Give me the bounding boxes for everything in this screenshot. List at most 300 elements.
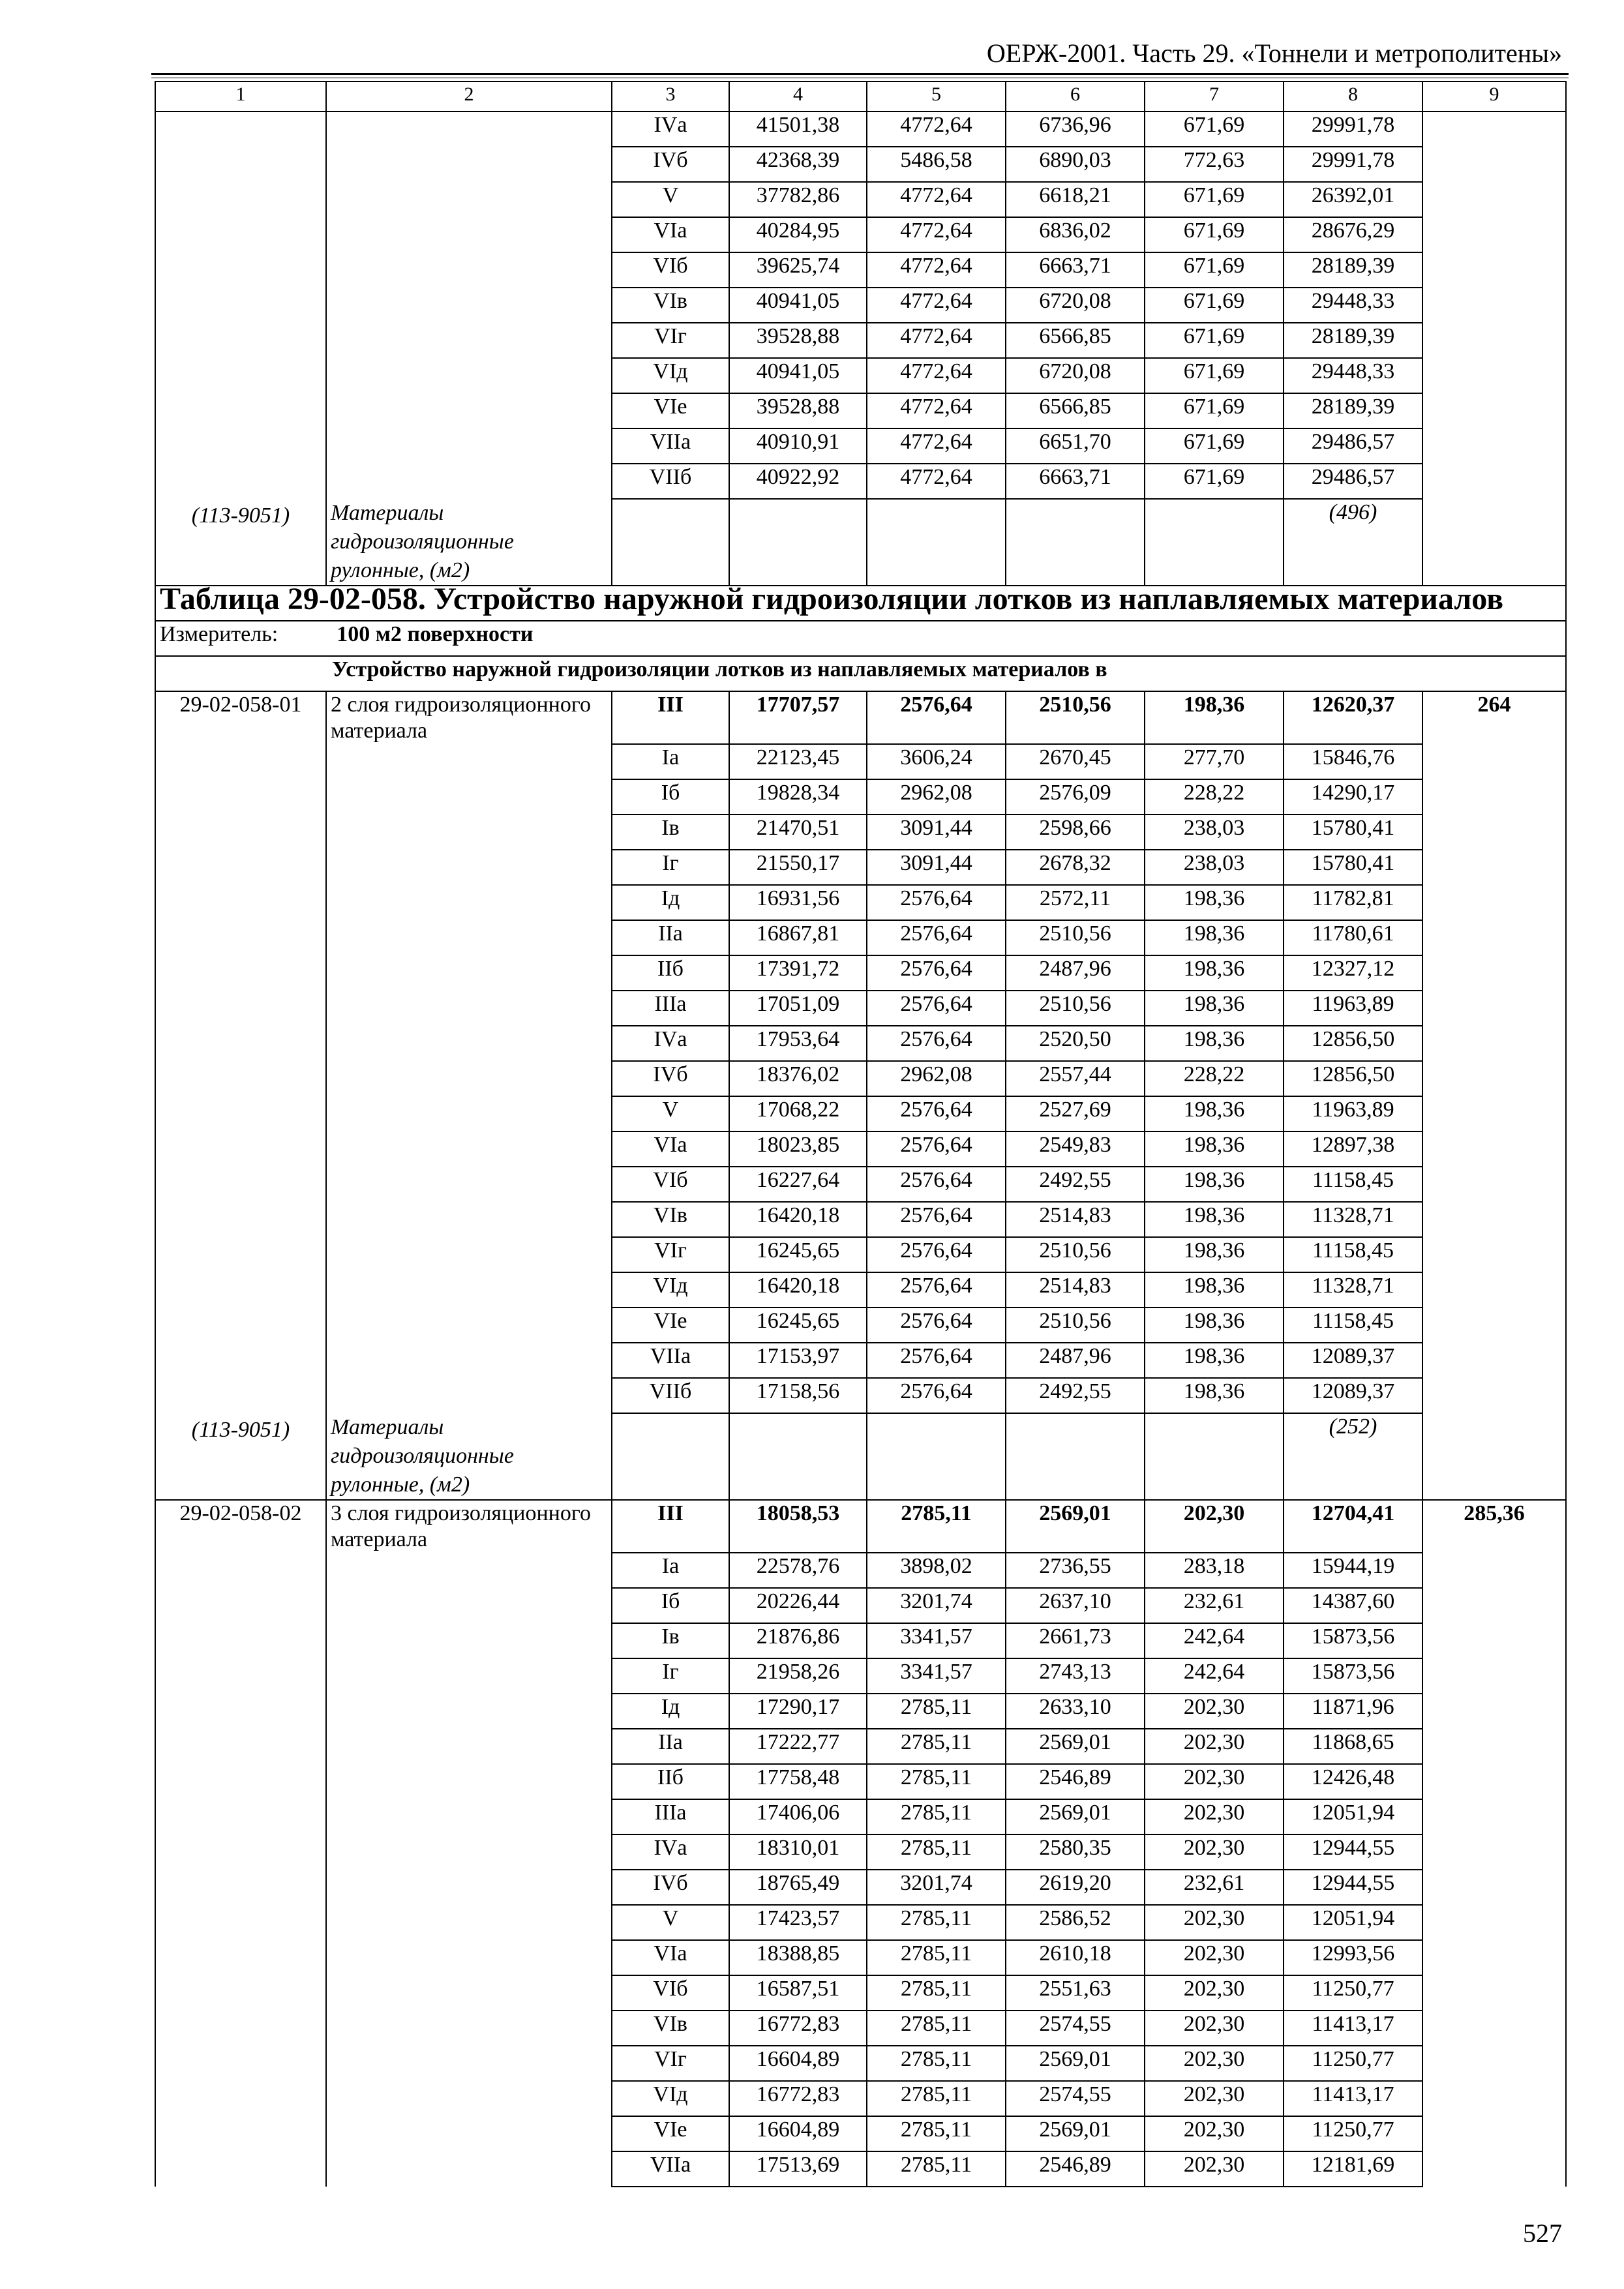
table-cell bbox=[1422, 1588, 1566, 1623]
value-cell: 11413,17 bbox=[1284, 2081, 1422, 2116]
table-row bbox=[155, 850, 1566, 885]
table-cell bbox=[1422, 850, 1566, 885]
value-cell: 17051,09 bbox=[729, 991, 867, 1026]
table-cell bbox=[867, 1413, 1006, 1500]
table-row bbox=[155, 1378, 1566, 1413]
table-row bbox=[155, 217, 1566, 252]
table-row bbox=[155, 358, 1566, 393]
measure-unit bbox=[155, 621, 1566, 656]
table-cell bbox=[326, 815, 612, 850]
table-row bbox=[155, 1729, 1566, 1764]
column-number-row bbox=[155, 82, 1566, 112]
table-cell bbox=[155, 1167, 326, 1202]
value-cell: 2546,89 bbox=[1006, 1764, 1145, 1799]
value-cell: 3091,44 bbox=[867, 815, 1006, 850]
value-cell: 17068,22 bbox=[729, 1096, 867, 1131]
value-cell: 277,70 bbox=[1145, 744, 1284, 779]
table-cell bbox=[155, 464, 326, 499]
value-cell: 202,30 bbox=[1145, 1764, 1284, 1799]
table-cell bbox=[155, 1764, 326, 1799]
table-row bbox=[155, 1237, 1566, 1272]
value-cell: 671,69 bbox=[1145, 252, 1284, 288]
table-cell bbox=[1422, 1799, 1566, 1834]
table-row bbox=[155, 1500, 1566, 1553]
material-row bbox=[155, 1413, 1566, 1500]
zone-cell: IVа bbox=[612, 1026, 729, 1061]
value-cell: 2785,11 bbox=[867, 1500, 1006, 1553]
material-row bbox=[155, 499, 1566, 586]
table-cell bbox=[155, 217, 326, 252]
table-row bbox=[155, 779, 1566, 815]
table-cell bbox=[326, 2151, 612, 2187]
value-cell: 28189,39 bbox=[1284, 252, 1422, 288]
table-cell bbox=[155, 2151, 326, 2187]
zone-cell: VIа bbox=[612, 1131, 729, 1167]
value-cell: 202,30 bbox=[1145, 2151, 1284, 2187]
table-cell bbox=[326, 1834, 612, 1870]
table-cell bbox=[155, 1905, 326, 1940]
value-cell: 11250,77 bbox=[1284, 2046, 1422, 2081]
value-cell: 37782,86 bbox=[729, 182, 867, 217]
value-cell: 228,22 bbox=[1145, 779, 1284, 815]
table-cell bbox=[1422, 1834, 1566, 1870]
value-cell: 18023,85 bbox=[729, 1131, 867, 1167]
table-cell bbox=[326, 1905, 612, 1940]
material-qty: (252) bbox=[1284, 1413, 1422, 1500]
value-cell: 671,69 bbox=[1145, 428, 1284, 464]
zone-cell: VIд bbox=[612, 1272, 729, 1308]
value-cell: 21470,51 bbox=[729, 815, 867, 850]
value-cell: 16245,65 bbox=[729, 1308, 867, 1343]
table-cell bbox=[1422, 2011, 1566, 2046]
zone-cell: VIIа bbox=[612, 428, 729, 464]
value-cell: 2569,01 bbox=[1006, 1729, 1145, 1764]
section-title: Устройство наружной гидроизоляции лотков из наплавляемых материалов в bbox=[155, 656, 1566, 691]
column-number: 9 bbox=[1422, 82, 1566, 112]
table-row bbox=[155, 1694, 1566, 1729]
table-row bbox=[155, 1870, 1566, 1905]
zone-cell: III bbox=[612, 1500, 729, 1553]
value-cell: 232,61 bbox=[1145, 1588, 1284, 1623]
value-cell: 12944,55 bbox=[1284, 1834, 1422, 1870]
labor-cost: 285,36 bbox=[1422, 1500, 1566, 1553]
table-cell bbox=[326, 1623, 612, 1658]
zone-cell: IIб bbox=[612, 955, 729, 991]
table-cell bbox=[155, 1272, 326, 1308]
table-row bbox=[155, 1553, 1566, 1588]
table-cell bbox=[1422, 1870, 1566, 1905]
material-qty: (496) bbox=[1284, 499, 1422, 586]
value-cell: 16604,89 bbox=[729, 2116, 867, 2151]
value-cell: 2576,64 bbox=[867, 1131, 1006, 1167]
value-cell: 202,30 bbox=[1145, 2011, 1284, 2046]
value-cell: 29991,78 bbox=[1284, 112, 1422, 147]
column-number: 4 bbox=[729, 82, 867, 112]
value-cell: 28676,29 bbox=[1284, 217, 1422, 252]
table-cell bbox=[155, 1975, 326, 2011]
value-cell: 671,69 bbox=[1145, 393, 1284, 428]
value-cell: 198,36 bbox=[1145, 1343, 1284, 1378]
value-cell: 17423,57 bbox=[729, 1905, 867, 1940]
column-number: 1 bbox=[155, 82, 326, 112]
value-cell: 16420,18 bbox=[729, 1202, 867, 1237]
table-cell bbox=[155, 850, 326, 885]
zone-cell: IIIа bbox=[612, 991, 729, 1026]
value-cell: 2514,83 bbox=[1006, 1272, 1145, 1308]
value-cell: 21958,26 bbox=[729, 1658, 867, 1694]
value-cell: 6890,03 bbox=[1006, 147, 1145, 182]
value-cell: 198,36 bbox=[1145, 955, 1284, 991]
table-cell bbox=[1422, 217, 1566, 252]
measure-label: Измеритель: bbox=[160, 622, 278, 646]
value-cell: 3898,02 bbox=[867, 1553, 1006, 1588]
table-title: Таблица 29-02-058. Устройство наружной гидроизоляции лотков из наплавляемых материалов bbox=[155, 586, 1566, 621]
zone-cell: V bbox=[612, 1905, 729, 1940]
table-cell bbox=[155, 1623, 326, 1658]
table-cell bbox=[1422, 1940, 1566, 1975]
value-cell: 16867,81 bbox=[729, 920, 867, 955]
table-row bbox=[155, 1623, 1566, 1658]
value-cell: 202,30 bbox=[1145, 2116, 1284, 2151]
table-cell bbox=[1422, 1975, 1566, 2011]
table-cell bbox=[326, 147, 612, 182]
value-cell: 2576,64 bbox=[867, 1308, 1006, 1343]
value-cell: 12993,56 bbox=[1284, 1940, 1422, 1975]
table-cell bbox=[1422, 1623, 1566, 1658]
value-cell: 5486,58 bbox=[867, 147, 1006, 182]
table-cell bbox=[155, 2011, 326, 2046]
zone-cell: VIв bbox=[612, 2011, 729, 2046]
table-cell bbox=[326, 1026, 612, 1061]
table-cell bbox=[1422, 1167, 1566, 1202]
table-cell bbox=[326, 2046, 612, 2081]
table-cell bbox=[155, 1940, 326, 1975]
value-cell: 2785,11 bbox=[867, 1905, 1006, 1940]
value-cell: 3341,57 bbox=[867, 1658, 1006, 1694]
value-cell: 16931,56 bbox=[729, 885, 867, 920]
table-row bbox=[155, 428, 1566, 464]
table-row bbox=[155, 323, 1566, 358]
value-cell: 671,69 bbox=[1145, 288, 1284, 323]
value-cell: 2527,69 bbox=[1006, 1096, 1145, 1131]
table-cell bbox=[1422, 393, 1566, 428]
table-cell bbox=[1145, 1413, 1284, 1500]
value-cell: 11963,89 bbox=[1284, 1096, 1422, 1131]
value-cell: 4772,64 bbox=[867, 428, 1006, 464]
value-cell: 6720,08 bbox=[1006, 358, 1145, 393]
value-cell: 12426,48 bbox=[1284, 1764, 1422, 1799]
value-cell: 2576,64 bbox=[867, 691, 1006, 744]
value-cell: 2487,96 bbox=[1006, 1343, 1145, 1378]
table-cell bbox=[326, 1272, 612, 1308]
value-cell: 18058,53 bbox=[729, 1500, 867, 1553]
value-cell: 2551,63 bbox=[1006, 1975, 1145, 2011]
value-cell: 2576,64 bbox=[867, 991, 1006, 1026]
value-cell: 202,30 bbox=[1145, 1694, 1284, 1729]
zone-cell: Iд bbox=[612, 885, 729, 920]
table-cell bbox=[729, 499, 867, 586]
table-row bbox=[155, 955, 1566, 991]
value-cell: 2586,52 bbox=[1006, 1905, 1145, 1940]
table-row bbox=[155, 112, 1566, 147]
value-cell: 202,30 bbox=[1145, 1799, 1284, 1834]
table-cell bbox=[1006, 499, 1145, 586]
rates-table bbox=[155, 81, 1567, 2187]
value-cell: 4772,64 bbox=[867, 288, 1006, 323]
table-row bbox=[155, 815, 1566, 850]
table-cell bbox=[1422, 779, 1566, 815]
value-cell: 40922,92 bbox=[729, 464, 867, 499]
value-cell: 21550,17 bbox=[729, 850, 867, 885]
value-cell: 12051,94 bbox=[1284, 1799, 1422, 1834]
value-cell: 2637,10 bbox=[1006, 1588, 1145, 1623]
zone-cell: VIа bbox=[612, 217, 729, 252]
value-cell: 2510,56 bbox=[1006, 691, 1145, 744]
table-row bbox=[155, 2116, 1566, 2151]
value-cell: 12704,41 bbox=[1284, 1500, 1422, 1553]
value-cell: 17290,17 bbox=[729, 1694, 867, 1729]
table-cell bbox=[155, 2081, 326, 2116]
table-cell bbox=[155, 779, 326, 815]
value-cell: 671,69 bbox=[1145, 323, 1284, 358]
table-row bbox=[155, 1764, 1566, 1799]
table-row bbox=[155, 1940, 1566, 1975]
table-cell bbox=[1422, 1308, 1566, 1343]
table-row bbox=[155, 464, 1566, 499]
value-cell: 18765,49 bbox=[729, 1870, 867, 1905]
value-cell: 2492,55 bbox=[1006, 1167, 1145, 1202]
table-row bbox=[155, 2046, 1566, 2081]
value-cell: 29448,33 bbox=[1284, 358, 1422, 393]
table-cell bbox=[1422, 955, 1566, 991]
value-cell: 202,30 bbox=[1145, 1905, 1284, 1940]
entry-name: 3 слоя гидроизоляционного материала bbox=[326, 1500, 612, 1553]
table-cell bbox=[729, 1413, 867, 1500]
value-cell: 17391,72 bbox=[729, 955, 867, 991]
value-cell: 2743,13 bbox=[1006, 1658, 1145, 1694]
value-cell: 6651,70 bbox=[1006, 428, 1145, 464]
value-cell: 39528,88 bbox=[729, 323, 867, 358]
value-cell: 2569,01 bbox=[1006, 1500, 1145, 1553]
table-cell bbox=[326, 1167, 612, 1202]
value-cell: 198,36 bbox=[1145, 1308, 1284, 1343]
value-cell: 2576,64 bbox=[867, 1378, 1006, 1413]
value-cell: 6566,85 bbox=[1006, 323, 1145, 358]
table-cell bbox=[1422, 1729, 1566, 1764]
value-cell: 2546,89 bbox=[1006, 2151, 1145, 2187]
table-cell bbox=[1422, 1413, 1566, 1500]
zone-cell: IVб bbox=[612, 1870, 729, 1905]
table-row bbox=[155, 885, 1566, 920]
table-row bbox=[155, 991, 1566, 1026]
table-cell bbox=[612, 499, 729, 586]
zone-cell: VIб bbox=[612, 1167, 729, 1202]
value-cell: 671,69 bbox=[1145, 182, 1284, 217]
column-number: 8 bbox=[1284, 82, 1422, 112]
value-cell: 12620,37 bbox=[1284, 691, 1422, 744]
table-cell bbox=[326, 1308, 612, 1343]
value-cell: 202,30 bbox=[1145, 2046, 1284, 2081]
value-cell: 671,69 bbox=[1145, 112, 1284, 147]
value-cell: 11158,45 bbox=[1284, 1308, 1422, 1343]
value-cell: 16227,64 bbox=[729, 1167, 867, 1202]
value-cell: 17153,97 bbox=[729, 1343, 867, 1378]
zone-cell: VIе bbox=[612, 2116, 729, 2151]
table-row bbox=[155, 1343, 1566, 1378]
value-cell: 198,36 bbox=[1145, 920, 1284, 955]
value-cell: 6663,71 bbox=[1006, 252, 1145, 288]
value-cell: 2785,11 bbox=[867, 2011, 1006, 2046]
table-cell bbox=[326, 112, 612, 147]
table-row bbox=[155, 252, 1566, 288]
material-code: (113-9051) bbox=[155, 499, 326, 586]
zone-cell: VIе bbox=[612, 393, 729, 428]
table-cell bbox=[1422, 2046, 1566, 2081]
table-cell bbox=[1422, 464, 1566, 499]
table-cell bbox=[1422, 1237, 1566, 1272]
value-cell: 28189,39 bbox=[1284, 393, 1422, 428]
value-cell: 18376,02 bbox=[729, 1061, 867, 1096]
table-row bbox=[155, 1975, 1566, 2011]
value-cell: 6736,96 bbox=[1006, 112, 1145, 147]
value-cell: 11158,45 bbox=[1284, 1237, 1422, 1272]
table-cell bbox=[1422, 252, 1566, 288]
value-cell: 12856,50 bbox=[1284, 1061, 1422, 1096]
table-cell bbox=[1422, 1764, 1566, 1799]
value-cell: 19828,34 bbox=[729, 779, 867, 815]
table-cell bbox=[326, 2081, 612, 2116]
table-cell bbox=[1422, 499, 1566, 586]
value-cell: 4772,64 bbox=[867, 217, 1006, 252]
table-row bbox=[155, 2011, 1566, 2046]
table-row bbox=[155, 1061, 1566, 1096]
value-cell: 39528,88 bbox=[729, 393, 867, 428]
table-cell bbox=[1422, 323, 1566, 358]
value-cell: 2576,64 bbox=[867, 1202, 1006, 1237]
material-code: (113-9051) bbox=[155, 1413, 326, 1500]
zone-cell: Iа bbox=[612, 1553, 729, 1588]
value-cell: 2576,64 bbox=[867, 1272, 1006, 1308]
table-cell bbox=[326, 182, 612, 217]
table-cell bbox=[1422, 1096, 1566, 1131]
value-cell: 2510,56 bbox=[1006, 920, 1145, 955]
table-cell bbox=[155, 1308, 326, 1343]
zone-cell: IIа bbox=[612, 920, 729, 955]
table-cell bbox=[326, 955, 612, 991]
table-cell bbox=[155, 288, 326, 323]
table-cell bbox=[155, 1799, 326, 1834]
value-cell: 2962,08 bbox=[867, 779, 1006, 815]
zone-cell: VIд bbox=[612, 358, 729, 393]
column-number: 6 bbox=[1006, 82, 1145, 112]
value-cell: 2549,83 bbox=[1006, 1131, 1145, 1167]
value-cell: 12856,50 bbox=[1284, 1026, 1422, 1061]
table-cell bbox=[155, 920, 326, 955]
table-cell bbox=[1422, 358, 1566, 393]
material-name: Материалы гидроизоляционные рулонные, (м2) bbox=[326, 499, 612, 586]
table-cell bbox=[1006, 1413, 1145, 1500]
table-cell bbox=[1422, 182, 1566, 217]
value-cell: 41501,38 bbox=[729, 112, 867, 147]
table-title-row bbox=[155, 586, 1566, 621]
value-cell: 40910,91 bbox=[729, 428, 867, 464]
value-cell: 11413,17 bbox=[1284, 2011, 1422, 2046]
table-cell bbox=[155, 147, 326, 182]
value-cell: 29486,57 bbox=[1284, 464, 1422, 499]
value-cell: 16772,83 bbox=[729, 2011, 867, 2046]
value-cell: 198,36 bbox=[1145, 1131, 1284, 1167]
value-cell: 15846,76 bbox=[1284, 744, 1422, 779]
table-cell bbox=[1422, 1378, 1566, 1413]
value-cell: 2580,35 bbox=[1006, 1834, 1145, 1870]
table-cell bbox=[326, 2116, 612, 2151]
value-cell: 202,30 bbox=[1145, 1834, 1284, 1870]
value-cell: 198,36 bbox=[1145, 885, 1284, 920]
value-cell: 12327,12 bbox=[1284, 955, 1422, 991]
value-cell: 2678,32 bbox=[1006, 850, 1145, 885]
value-cell: 202,30 bbox=[1145, 1729, 1284, 1764]
section-row bbox=[155, 656, 1566, 691]
zone-cell: VIб bbox=[612, 1975, 729, 2011]
column-number: 7 bbox=[1145, 82, 1284, 112]
value-cell: 39625,74 bbox=[729, 252, 867, 288]
table-cell bbox=[155, 955, 326, 991]
value-cell: 2576,64 bbox=[867, 1096, 1006, 1131]
zone-cell: VIг bbox=[612, 1237, 729, 1272]
value-cell: 11250,77 bbox=[1284, 1975, 1422, 2011]
table-row bbox=[155, 1588, 1566, 1623]
value-cell: 29991,78 bbox=[1284, 147, 1422, 182]
value-cell: 2619,20 bbox=[1006, 1870, 1145, 1905]
zone-cell: VIIб bbox=[612, 464, 729, 499]
value-cell: 40941,05 bbox=[729, 358, 867, 393]
table-cell bbox=[155, 1870, 326, 1905]
running-header: ОЕРЖ-2001. Часть 29. «Тоннели и метрополитены» bbox=[986, 38, 1562, 68]
value-cell: 3606,24 bbox=[867, 744, 1006, 779]
value-cell: 2661,73 bbox=[1006, 1623, 1145, 1658]
table-cell bbox=[1145, 499, 1284, 586]
table-cell bbox=[1422, 920, 1566, 955]
zone-cell: IVа bbox=[612, 1834, 729, 1870]
value-cell: 671,69 bbox=[1145, 464, 1284, 499]
value-cell: 2574,55 bbox=[1006, 2011, 1145, 2046]
table-cell bbox=[155, 1131, 326, 1167]
value-cell: 4772,64 bbox=[867, 112, 1006, 147]
value-cell: 11871,96 bbox=[1284, 1694, 1422, 1729]
value-cell: 198,36 bbox=[1145, 1026, 1284, 1061]
table-cell bbox=[326, 323, 612, 358]
zone-cell: VIг bbox=[612, 323, 729, 358]
value-cell: 671,69 bbox=[1145, 217, 1284, 252]
value-cell: 2598,66 bbox=[1006, 815, 1145, 850]
table-row bbox=[155, 182, 1566, 217]
value-cell: 14387,60 bbox=[1284, 1588, 1422, 1623]
table-row bbox=[155, 288, 1566, 323]
value-cell: 21876,86 bbox=[729, 1623, 867, 1658]
value-cell: 6618,21 bbox=[1006, 182, 1145, 217]
value-cell: 11250,77 bbox=[1284, 2116, 1422, 2151]
zone-cell: VIв bbox=[612, 1202, 729, 1237]
table-cell bbox=[155, 1658, 326, 1694]
value-cell: 4772,64 bbox=[867, 393, 1006, 428]
value-cell: 2576,64 bbox=[867, 1343, 1006, 1378]
table-cell bbox=[326, 850, 612, 885]
value-cell: 2576,64 bbox=[867, 885, 1006, 920]
header-rule bbox=[151, 73, 1569, 75]
value-cell: 2492,55 bbox=[1006, 1378, 1145, 1413]
value-cell: 2785,11 bbox=[867, 2081, 1006, 2116]
table-row bbox=[155, 1905, 1566, 1940]
